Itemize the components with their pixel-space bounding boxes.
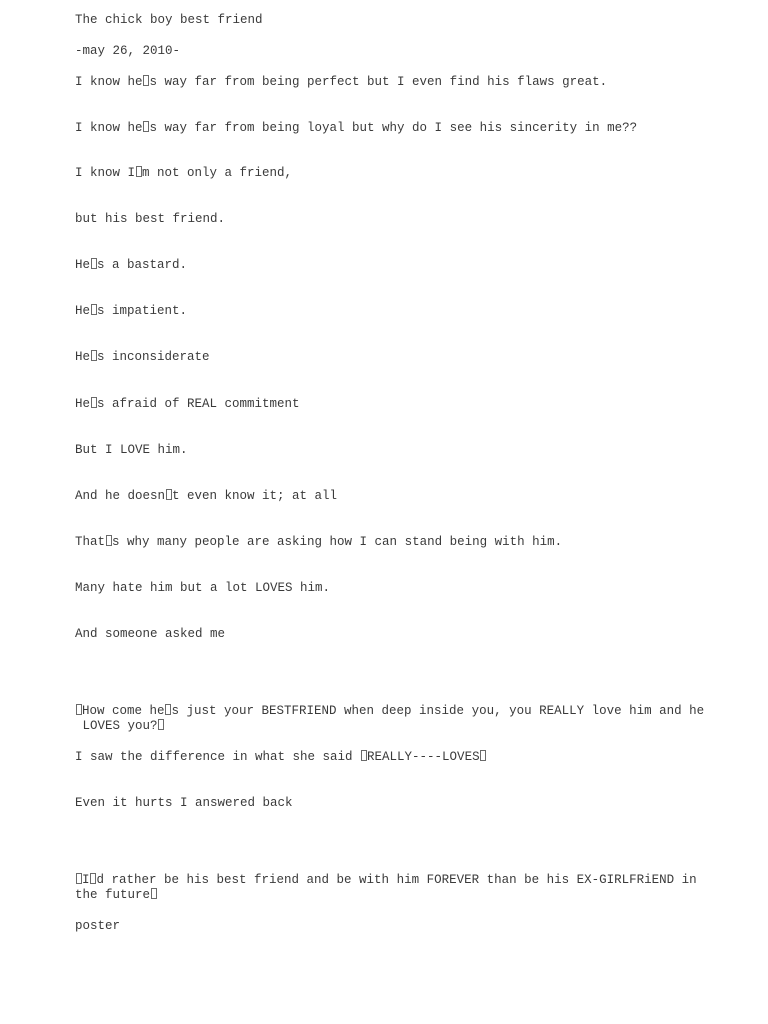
missing-glyph-box bbox=[76, 873, 82, 884]
missing-glyph-box bbox=[90, 873, 96, 884]
missing-glyph-box bbox=[76, 704, 82, 715]
text-line: but his best friend. bbox=[75, 212, 226, 226]
text-line: I saw the difference in what she said REALLY----LOVES bbox=[75, 750, 715, 765]
text-line: I know I m not only a friend, bbox=[75, 166, 293, 180]
missing-glyph-box bbox=[361, 750, 367, 761]
text-line: Even it hurts I answered back bbox=[75, 796, 293, 810]
missing-glyph-box bbox=[91, 304, 97, 315]
text-line: And he doesn t even know it; at all bbox=[75, 489, 338, 503]
document-date: -may 26, 2010- bbox=[75, 44, 181, 58]
missing-glyph-box bbox=[480, 750, 486, 761]
text-line: He s afraid of REAL commitment bbox=[75, 397, 300, 411]
document-title: The chick boy best friend bbox=[75, 13, 263, 27]
missing-glyph-box bbox=[106, 535, 112, 546]
missing-glyph-box bbox=[158, 719, 164, 730]
text-line: But I LOVE him. bbox=[75, 443, 188, 457]
text-line: He s impatient. bbox=[75, 304, 188, 318]
missing-glyph-box bbox=[91, 258, 97, 269]
missing-glyph-box bbox=[143, 75, 149, 86]
text-line: I know he s way far from being loyal but why do I see his sincerity in me?? bbox=[75, 121, 638, 135]
text-line: He s inconsiderate bbox=[75, 350, 210, 364]
text-line: I d rather be his best friend and be with him FOREVER than be his EX-GIRLFRiEND in the future bbox=[75, 873, 697, 902]
text-line: And someone asked me bbox=[75, 627, 226, 641]
text-line: Many hate him but a lot LOVES him. bbox=[75, 581, 331, 595]
missing-glyph-box bbox=[136, 166, 142, 177]
text-line: How come he s just your BESTFRIEND when deep inside you, you REALLY love him and he LOVES you? bbox=[75, 704, 715, 734]
missing-glyph-box bbox=[91, 397, 97, 408]
missing-glyph-box bbox=[166, 489, 172, 500]
text-line: He s a bastard. bbox=[75, 258, 188, 272]
missing-glyph-box bbox=[91, 350, 97, 361]
missing-glyph-box bbox=[165, 704, 171, 715]
missing-glyph-box bbox=[143, 121, 149, 132]
text-line: That s why many people are asking how I can stand being with him. bbox=[75, 535, 563, 549]
text-line: I know he s way far from being perfect but I even find his flaws great. bbox=[75, 75, 608, 89]
signature-line: poster bbox=[75, 919, 121, 933]
missing-glyph-box bbox=[151, 888, 157, 899]
